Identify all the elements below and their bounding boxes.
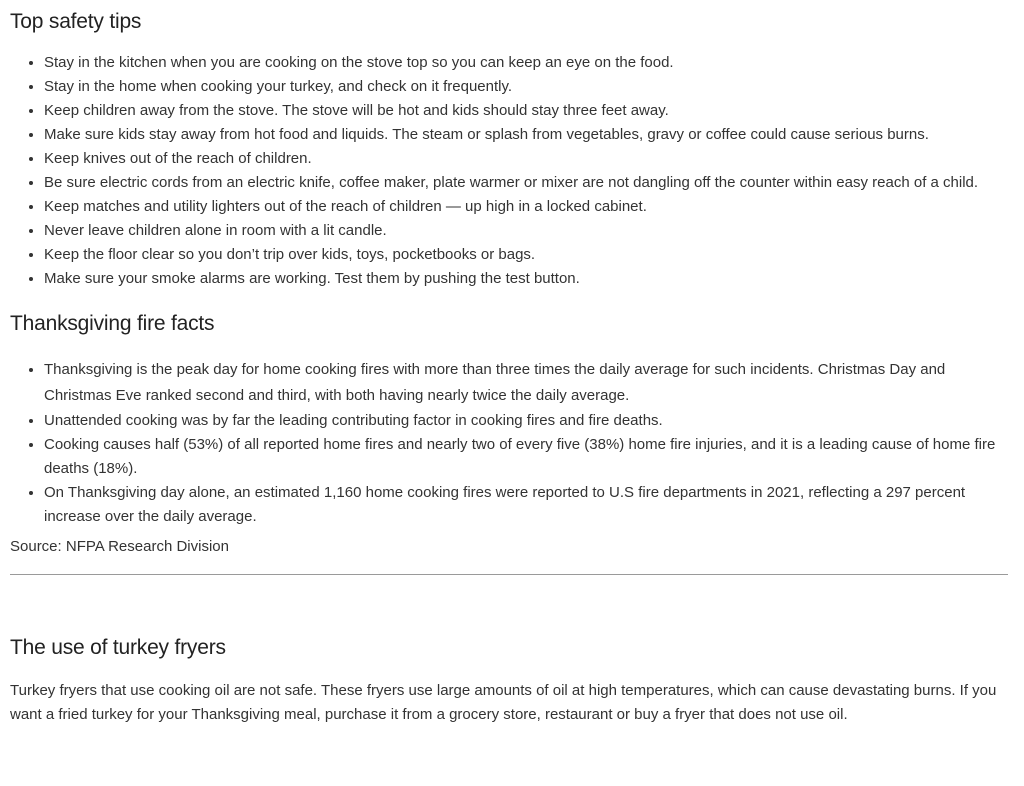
list-item: • Keep children away from the stove. The stove will be hot and kids should stay three feet away. <box>44 99 1014 123</box>
list-item: • Keep knives out of the reach of children. <box>44 147 1014 171</box>
list-item: • Make sure kids stay away from hot food and liquids. The steam or splash from vegetables, gravy or coffee could cause serious burns. <box>44 123 1014 147</box>
fire-facts-list <box>10 357 1014 529</box>
list-item: • Unattended cooking was by far the leading contributing factor in cooking fires and fire deaths. <box>44 409 1014 433</box>
fire-facts-heading: Thanksgiving fire facts <box>10 312 215 336</box>
list-item: • On Thanksgiving day alone, an estimated 1,160 home cooking fires were reported to U.S fire departments in 2021, reflecting a 297 percent increase over the daily average. <box>44 481 1014 529</box>
list-item: • Make sure your smoke alarms are working. Test them by pushing the test button. <box>44 267 1014 291</box>
safety-tips-heading: Top safety tips <box>10 10 142 33</box>
source-citation: Source: NFPA Research Division <box>10 538 229 556</box>
safety-tips-list <box>10 51 1014 291</box>
turkey-fryers-paragraph: Turkey fryers that use cooking oil are not safe. These fryers use large amounts of oil at high temperatures, which can cause devastating burns. If you want a fried turkey for your Thanksgiving meal, purchase it from a grocery store, restaurant or buy a fryer that does not use oil. <box>10 681 997 723</box>
list-item: • Keep the floor clear so you don’t trip over kids, toys, pocketbooks or bags. <box>44 243 1014 267</box>
turkey-fryers-heading: The use of turkey fryers <box>10 636 226 660</box>
list-item: • Cooking causes half (53%) of all reported home fires and nearly two of every five (38%) home fire injuries, and it is a leading cause of home fire deaths (18%). <box>44 433 1014 481</box>
list-item: • Never leave children alone in room with a lit candle. <box>44 219 1014 243</box>
section-divider <box>10 574 1008 575</box>
list-item: • Keep matches and utility lighters out of the reach of children — up high in a locked cabinet. <box>44 195 1014 219</box>
list-item: • Thanksgiving is the peak day for home cooking fires with more than three times the daily average for such incidents. Christmas Day and Christmas Eve ranked second and third, with both having nearly twice the daily average. <box>44 357 1014 409</box>
list-item: • Be sure electric cords from an electric knife, coffee maker, plate warmer or mixer are not dangling off the counter within easy reach of a child. <box>44 171 1014 195</box>
list-item: • Stay in the home when cooking your turkey, and check on it frequently. <box>44 75 1014 99</box>
list-item: • Stay in the kitchen when you are cooking on the stove top so you can keep an eye on the food. <box>44 51 1014 75</box>
